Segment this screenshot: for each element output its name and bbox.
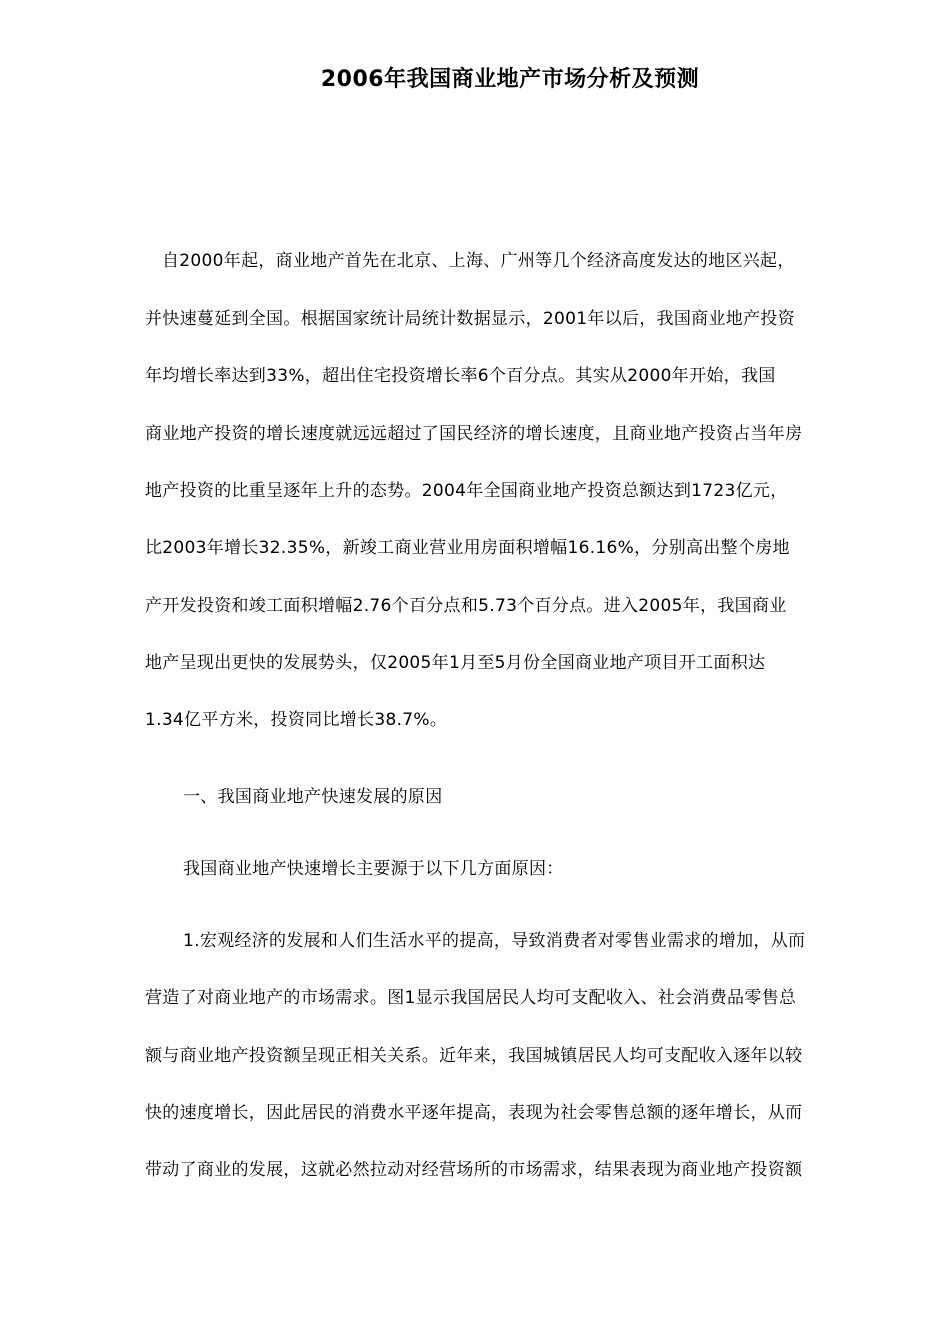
- paragraph-line: 地产呈现出更快的发展势头，仅2005年1月至5月份全国商业地产项目开工面积达: [145, 653, 766, 673]
- paragraph-line: 商业地产投资的增长速度就远远超过了国民经济的增长速度，且商业地产投资占当年房: [145, 424, 803, 444]
- paragraph-line: 带动了商业的发展，这就必然拉动对经营场所的市场需求，结果表现为商业地产投资额: [145, 1160, 803, 1180]
- paragraph-line: 比2003年增长32.35%，新竣工商业营业用房面积增幅16.16%，分别高出整个房地: [145, 538, 790, 558]
- section-lead-text: 我国商业地产快速增长主要源于以下几方面原因：: [183, 859, 564, 879]
- paragraph-line: 年均增长率达到33%，超出住宅投资增长率6个百分点。其实从2000年开始，我国: [145, 366, 776, 386]
- paragraph-line: 自2000年起，商业地产首先在北京、上海、广州等几个经济高度发达的地区兴起，: [162, 251, 795, 271]
- paragraph-line: 1.宏观经济的发展和人们生活水平的提高，导致消费者对零售业需求的增加，从而: [183, 931, 806, 951]
- paragraph-line: 营造了对商业地产的市场需求。图1显示我国居民人均可支配收入、社会消费品零售总: [145, 988, 797, 1008]
- document-title: 2006年我国商业地产市场分析及预测: [320, 67, 700, 92]
- paragraph-line: 快的速度增长，因此居民的消费水平逐年提高，表现为社会零售总额的逐年增长，从而: [145, 1103, 803, 1123]
- section-heading: 一、我国商业地产快速发展的原因: [183, 787, 443, 807]
- paragraph-line: 并快速蔓延到全国。根据国家统计局统计数据显示，2001年以后，我国商业地产投资: [145, 309, 795, 329]
- paragraph-line: 产开发投资和竣工面积增幅2.76个百分点和5.73个百分点。进入2005年，我国商业: [145, 596, 787, 616]
- paragraph-line: 额与商业地产投资额呈现正相关关系。近年来，我国城镇居民人均可支配收入逐年以较: [145, 1046, 803, 1066]
- paragraph-line: 地产投资的比重呈逐年上升的态势。2004年全国商业地产投资总额达到1723亿元，: [145, 481, 788, 501]
- paragraph-line: 1.34亿平方米，投资同比增长38.7%。: [145, 710, 448, 730]
